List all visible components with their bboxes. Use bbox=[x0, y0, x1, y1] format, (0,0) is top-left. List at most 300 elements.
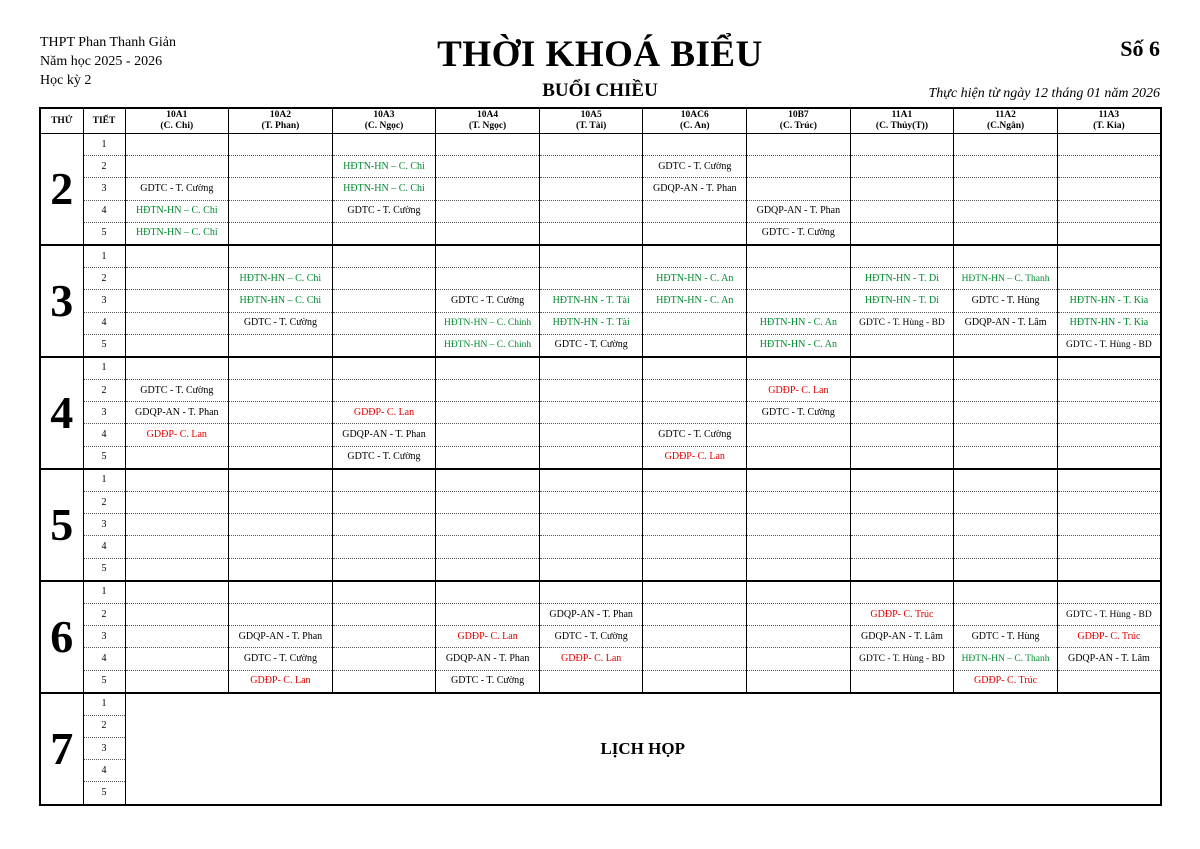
period-number: 4 bbox=[83, 424, 125, 446]
lesson-cell bbox=[125, 558, 229, 581]
lesson-cell bbox=[643, 312, 747, 334]
period-header: TIẾT bbox=[83, 108, 125, 134]
lesson-cell bbox=[539, 492, 643, 514]
lesson-cell bbox=[125, 626, 229, 648]
meeting-schedule: LỊCH HỌP bbox=[125, 693, 1161, 805]
timetable bbox=[39, 107, 1162, 806]
lesson-cell bbox=[954, 357, 1058, 380]
lesson-cell bbox=[850, 222, 954, 245]
lesson-cell bbox=[125, 648, 229, 670]
lesson-cell bbox=[747, 156, 851, 178]
lesson-cell bbox=[436, 268, 540, 290]
lesson-cell: GDTC - T. Cường bbox=[332, 446, 436, 469]
lesson-cell bbox=[436, 380, 540, 402]
lesson-cell bbox=[332, 290, 436, 312]
lesson-cell bbox=[643, 245, 747, 268]
homeroom-teacher: (C. Trúc) bbox=[779, 121, 817, 131]
lesson-cell: HĐTN-HN – C. Chi bbox=[332, 178, 436, 200]
class-header-10ac6 bbox=[643, 108, 747, 134]
lesson-cell bbox=[643, 492, 747, 514]
lesson-cell: GDTC - T. Hùng - BD bbox=[1057, 334, 1161, 357]
period-number: 2 bbox=[83, 156, 125, 178]
lesson-cell bbox=[643, 514, 747, 536]
lesson-cell bbox=[1057, 558, 1161, 581]
lesson-cell: GDQP-AN - T. Phan bbox=[436, 648, 540, 670]
lesson-cell bbox=[332, 222, 436, 245]
lesson-cell bbox=[643, 536, 747, 558]
lesson-cell bbox=[125, 312, 229, 334]
lesson-cell bbox=[747, 290, 851, 312]
lesson-cell bbox=[850, 446, 954, 469]
table-row bbox=[40, 693, 1161, 716]
lesson-cell bbox=[436, 536, 540, 558]
timetable-body bbox=[40, 134, 1161, 805]
lesson-cell bbox=[643, 558, 747, 581]
lesson-cell: HĐTN-HN – C. Thanh bbox=[954, 268, 1058, 290]
lesson-cell: GDTC - T. Cường bbox=[332, 200, 436, 222]
lesson-cell bbox=[643, 469, 747, 492]
lesson-cell bbox=[1057, 245, 1161, 268]
school-year: Năm học 2025 - 2026 bbox=[40, 54, 163, 69]
lesson-cell bbox=[747, 245, 851, 268]
lesson-cell bbox=[1057, 134, 1161, 156]
lesson-cell bbox=[747, 558, 851, 581]
lesson-cell bbox=[850, 402, 954, 424]
lesson-cell: GDĐP- C. Trúc bbox=[954, 670, 1058, 693]
lesson-cell bbox=[125, 581, 229, 604]
day-label: 3 bbox=[40, 245, 83, 357]
lesson-cell bbox=[643, 380, 747, 402]
lesson-cell: HĐTN-HN - C. An bbox=[643, 268, 747, 290]
lesson-cell bbox=[332, 581, 436, 604]
class-header-10a3 bbox=[332, 108, 436, 134]
homeroom-teacher: (C. Chi) bbox=[160, 121, 194, 131]
lesson-cell bbox=[747, 492, 851, 514]
lesson-cell bbox=[229, 558, 333, 581]
lesson-cell bbox=[643, 581, 747, 604]
lesson-cell bbox=[229, 402, 333, 424]
lesson-cell bbox=[643, 603, 747, 625]
lesson-cell bbox=[436, 200, 540, 222]
lesson-cell bbox=[436, 603, 540, 625]
lesson-cell bbox=[747, 134, 851, 156]
lesson-cell bbox=[850, 245, 954, 268]
lesson-cell bbox=[539, 156, 643, 178]
period-number: 1 bbox=[83, 469, 125, 492]
lesson-cell bbox=[436, 222, 540, 245]
lesson-cell: HĐTN-HN – C. Thanh bbox=[954, 648, 1058, 670]
lesson-cell bbox=[229, 603, 333, 625]
lesson-cell bbox=[436, 245, 540, 268]
lesson-cell bbox=[332, 648, 436, 670]
lesson-cell: GDTC - T. Cường bbox=[436, 670, 540, 693]
lesson-cell bbox=[539, 380, 643, 402]
lesson-cell bbox=[125, 357, 229, 380]
lesson-cell bbox=[436, 492, 540, 514]
lesson-cell bbox=[954, 603, 1058, 625]
table-row bbox=[40, 245, 1161, 268]
page-title: THỜI KHOÁ BIỂU bbox=[437, 34, 763, 75]
lesson-cell bbox=[229, 222, 333, 245]
lesson-cell bbox=[332, 134, 436, 156]
lesson-cell bbox=[747, 670, 851, 693]
table-row bbox=[40, 424, 1161, 446]
period-number: 3 bbox=[83, 178, 125, 200]
lesson-cell bbox=[747, 536, 851, 558]
lesson-cell bbox=[125, 492, 229, 514]
table-row bbox=[40, 134, 1161, 156]
lesson-cell bbox=[1057, 178, 1161, 200]
lesson-cell: GDTC - T. Cường bbox=[539, 334, 643, 357]
lesson-cell bbox=[332, 626, 436, 648]
lesson-cell bbox=[954, 178, 1058, 200]
homeroom-teacher: (T. Kia) bbox=[1093, 121, 1125, 131]
lesson-cell bbox=[229, 536, 333, 558]
table-row bbox=[40, 380, 1161, 402]
lesson-cell: HĐTN-HN – C. Chinh bbox=[436, 334, 540, 357]
lesson-cell: GDQP-AN - T. Phan bbox=[539, 603, 643, 625]
lesson-cell bbox=[954, 200, 1058, 222]
lesson-cell: GDTC - T. Cường bbox=[747, 222, 851, 245]
lesson-cell: GDQP-AN - T. Phan bbox=[643, 178, 747, 200]
lesson-cell bbox=[747, 178, 851, 200]
lesson-cell bbox=[436, 446, 540, 469]
homeroom-teacher: (C. An) bbox=[679, 121, 710, 131]
period-number: 1 bbox=[83, 245, 125, 268]
homeroom-teacher: (C.Ngân) bbox=[986, 121, 1025, 131]
lesson-cell bbox=[229, 334, 333, 357]
lesson-cell bbox=[436, 581, 540, 604]
homeroom-teacher: (C. Ngọc) bbox=[364, 121, 404, 131]
lesson-cell bbox=[332, 334, 436, 357]
lesson-cell bbox=[539, 670, 643, 693]
period-number: 5 bbox=[83, 334, 125, 357]
lesson-cell bbox=[436, 514, 540, 536]
lesson-cell bbox=[436, 134, 540, 156]
lesson-cell: HĐTN-HN – C. Chinh bbox=[436, 312, 540, 334]
class-name: 11A1 bbox=[891, 110, 913, 120]
lesson-cell bbox=[332, 536, 436, 558]
day-label: 6 bbox=[40, 581, 83, 693]
lesson-cell: GDĐP- C. Trúc bbox=[1057, 626, 1161, 648]
class-name: 11A2 bbox=[995, 110, 1016, 120]
table-row bbox=[40, 536, 1161, 558]
lesson-cell bbox=[954, 402, 1058, 424]
lesson-cell: GDĐP- C. Lan bbox=[643, 446, 747, 469]
period-number: 4 bbox=[83, 536, 125, 558]
lesson-cell bbox=[539, 446, 643, 469]
lesson-cell: GDQP-AN - T. Lâm bbox=[850, 626, 954, 648]
lesson-cell: GDTC - T. Cường bbox=[539, 626, 643, 648]
lesson-cell bbox=[954, 222, 1058, 245]
period-number: 2 bbox=[83, 603, 125, 625]
table-row bbox=[40, 334, 1161, 357]
lesson-cell bbox=[954, 134, 1058, 156]
lesson-cell bbox=[850, 469, 954, 492]
period-number: 4 bbox=[83, 648, 125, 670]
lesson-cell bbox=[332, 268, 436, 290]
lesson-cell bbox=[332, 245, 436, 268]
lesson-cell bbox=[1057, 514, 1161, 536]
day-label: 4 bbox=[40, 357, 83, 469]
lesson-cell: GDĐP- C. Lan bbox=[229, 670, 333, 693]
lesson-cell bbox=[747, 514, 851, 536]
period-number: 4 bbox=[83, 760, 125, 782]
lesson-cell: GDTC - T. Cường bbox=[747, 402, 851, 424]
table-row bbox=[40, 268, 1161, 290]
table-row bbox=[40, 581, 1161, 604]
day-label: 7 bbox=[40, 693, 83, 805]
lesson-cell bbox=[125, 268, 229, 290]
lesson-cell bbox=[539, 178, 643, 200]
lesson-cell bbox=[850, 492, 954, 514]
period-number: 4 bbox=[83, 200, 125, 222]
lesson-cell bbox=[436, 156, 540, 178]
lesson-cell bbox=[1057, 268, 1161, 290]
lesson-cell: GDĐP- C. Lan bbox=[125, 424, 229, 446]
lesson-cell: GDTC - T. Cường bbox=[125, 178, 229, 200]
lesson-cell bbox=[643, 670, 747, 693]
lesson-cell bbox=[539, 268, 643, 290]
lesson-cell: GDTC - T. Hùng - BD bbox=[850, 648, 954, 670]
effective-date: Thực hiện từ ngày 12 tháng 01 năm 2026 bbox=[928, 86, 1160, 101]
header-row bbox=[40, 108, 1161, 134]
class-header-11a1 bbox=[850, 108, 954, 134]
lesson-cell bbox=[539, 558, 643, 581]
class-header-11a2 bbox=[954, 108, 1058, 134]
lesson-cell bbox=[850, 156, 954, 178]
semester: Học kỳ 2 bbox=[40, 73, 92, 88]
lesson-cell bbox=[436, 178, 540, 200]
lesson-cell: GDĐP- C. Lan bbox=[747, 380, 851, 402]
lesson-cell bbox=[954, 469, 1058, 492]
lesson-cell bbox=[1057, 446, 1161, 469]
lesson-cell bbox=[1057, 581, 1161, 604]
lesson-cell bbox=[1057, 469, 1161, 492]
lesson-cell bbox=[643, 648, 747, 670]
lesson-cell bbox=[850, 581, 954, 604]
table-row bbox=[40, 178, 1161, 200]
lesson-cell bbox=[747, 446, 851, 469]
day-header: THỨ bbox=[40, 108, 83, 134]
lesson-cell bbox=[747, 469, 851, 492]
lesson-cell bbox=[643, 334, 747, 357]
class-header-10b7 bbox=[747, 108, 851, 134]
lesson-cell bbox=[125, 446, 229, 469]
day-label: 2 bbox=[40, 134, 83, 245]
table-row bbox=[40, 469, 1161, 492]
lesson-cell: HĐTN-HN - C. An bbox=[747, 334, 851, 357]
lesson-cell bbox=[850, 380, 954, 402]
lesson-cell bbox=[229, 357, 333, 380]
lesson-cell: HĐTN-HN – C. Chi bbox=[125, 200, 229, 222]
lesson-cell bbox=[125, 245, 229, 268]
lesson-cell bbox=[539, 357, 643, 380]
lesson-cell bbox=[954, 156, 1058, 178]
lesson-cell: HĐTN-HN - T. Di bbox=[850, 268, 954, 290]
lesson-cell bbox=[1057, 200, 1161, 222]
lesson-cell bbox=[332, 514, 436, 536]
lesson-cell bbox=[539, 536, 643, 558]
lesson-cell: GDQP-AN - T. Lâm bbox=[1057, 648, 1161, 670]
lesson-cell bbox=[436, 424, 540, 446]
lesson-cell: GDĐP- C. Trúc bbox=[850, 603, 954, 625]
lesson-cell bbox=[332, 558, 436, 581]
lesson-cell bbox=[229, 134, 333, 156]
lesson-cell bbox=[229, 514, 333, 536]
lesson-cell: HĐTN-HN – C. Chi bbox=[229, 268, 333, 290]
lesson-cell: GDTC - T. Cường bbox=[125, 380, 229, 402]
lesson-cell bbox=[332, 380, 436, 402]
lesson-cell bbox=[539, 245, 643, 268]
table-row bbox=[40, 603, 1161, 625]
lesson-cell bbox=[539, 424, 643, 446]
lesson-cell bbox=[125, 134, 229, 156]
period-number: 3 bbox=[83, 290, 125, 312]
lesson-cell bbox=[747, 648, 851, 670]
period-number: 3 bbox=[83, 626, 125, 648]
period-number: 2 bbox=[83, 492, 125, 514]
lesson-cell: GDTC - T. Hùng bbox=[954, 626, 1058, 648]
school-info bbox=[40, 33, 176, 90]
lesson-cell bbox=[125, 334, 229, 357]
period-number: 4 bbox=[83, 312, 125, 334]
school-name: THPT Phan Thanh Giản bbox=[40, 35, 176, 50]
class-header-10a4 bbox=[436, 108, 540, 134]
lesson-cell bbox=[643, 200, 747, 222]
lesson-cell bbox=[954, 581, 1058, 604]
session-subtitle: BUỔI CHIỀU bbox=[542, 80, 658, 101]
period-number: 2 bbox=[83, 715, 125, 737]
table-row bbox=[40, 558, 1161, 581]
lesson-cell: GDQP-AN - T. Phan bbox=[332, 424, 436, 446]
lesson-cell: HĐTN-HN – C. Chi bbox=[332, 156, 436, 178]
lesson-cell bbox=[125, 469, 229, 492]
table-row bbox=[40, 402, 1161, 424]
lesson-cell bbox=[539, 402, 643, 424]
lesson-cell bbox=[1057, 492, 1161, 514]
lesson-cell bbox=[229, 200, 333, 222]
lesson-cell bbox=[850, 178, 954, 200]
lesson-cell bbox=[954, 424, 1058, 446]
period-number: 2 bbox=[83, 380, 125, 402]
lesson-cell bbox=[539, 514, 643, 536]
period-number: 1 bbox=[83, 134, 125, 156]
lesson-cell bbox=[229, 581, 333, 604]
period-number: 1 bbox=[83, 581, 125, 604]
period-number: 3 bbox=[83, 402, 125, 424]
class-name: 11A3 bbox=[1098, 110, 1120, 120]
lesson-cell bbox=[850, 558, 954, 581]
lesson-cell bbox=[747, 581, 851, 604]
lesson-cell bbox=[850, 424, 954, 446]
lesson-cell: GDQP-AN - T. Lâm bbox=[954, 312, 1058, 334]
table-row bbox=[40, 222, 1161, 245]
table-row bbox=[40, 626, 1161, 648]
lesson-cell bbox=[954, 492, 1058, 514]
lesson-cell bbox=[1057, 222, 1161, 245]
lesson-cell: HĐTN-HN - C. An bbox=[747, 312, 851, 334]
lesson-cell bbox=[125, 290, 229, 312]
period-number: 2 bbox=[83, 268, 125, 290]
lesson-cell bbox=[436, 402, 540, 424]
lesson-cell bbox=[850, 357, 954, 380]
period-number: 1 bbox=[83, 693, 125, 716]
homeroom-teacher: (T. Tài) bbox=[576, 121, 607, 131]
period-number: 5 bbox=[83, 222, 125, 245]
lesson-cell bbox=[1057, 357, 1161, 380]
lesson-cell bbox=[954, 514, 1058, 536]
lesson-cell: GDĐP- C. Lan bbox=[539, 648, 643, 670]
lesson-cell bbox=[125, 603, 229, 625]
document-number: Số 6 bbox=[1120, 36, 1160, 61]
lesson-cell: GDQP-AN - T. Phan bbox=[229, 626, 333, 648]
table-row bbox=[40, 357, 1161, 380]
lesson-cell bbox=[125, 670, 229, 693]
lesson-cell: HĐTN-HN - T. Tài bbox=[539, 312, 643, 334]
lesson-cell bbox=[229, 424, 333, 446]
period-number: 3 bbox=[83, 738, 125, 760]
period-number: 5 bbox=[83, 782, 125, 805]
lesson-cell: GDTC - T. Hùng bbox=[954, 290, 1058, 312]
lesson-cell bbox=[747, 357, 851, 380]
table-row bbox=[40, 156, 1161, 178]
lesson-cell bbox=[954, 380, 1058, 402]
lesson-cell: GDTC - T. Hùng - BD bbox=[850, 312, 954, 334]
lesson-cell bbox=[850, 514, 954, 536]
lesson-cell bbox=[125, 514, 229, 536]
lesson-cell bbox=[850, 536, 954, 558]
lesson-cell bbox=[747, 626, 851, 648]
lesson-cell bbox=[747, 603, 851, 625]
lesson-cell: GDTC - T. Hùng - BD bbox=[1057, 603, 1161, 625]
lesson-cell bbox=[643, 626, 747, 648]
lesson-cell bbox=[539, 200, 643, 222]
lesson-cell bbox=[332, 312, 436, 334]
lesson-cell bbox=[1057, 380, 1161, 402]
lesson-cell bbox=[539, 222, 643, 245]
period-number: 5 bbox=[83, 558, 125, 581]
lesson-cell bbox=[332, 603, 436, 625]
lesson-cell bbox=[643, 357, 747, 380]
homeroom-teacher: (C. Thủy(T)) bbox=[875, 121, 928, 131]
homeroom-teacher: (T. Ngọc) bbox=[468, 121, 507, 131]
lesson-cell bbox=[954, 245, 1058, 268]
table-row bbox=[40, 670, 1161, 693]
lesson-cell bbox=[539, 134, 643, 156]
lesson-cell bbox=[125, 156, 229, 178]
class-name: 10B7 bbox=[788, 110, 809, 120]
class-name: 10A1 bbox=[166, 110, 188, 120]
class-header-11a3 bbox=[1057, 108, 1161, 134]
lesson-cell bbox=[643, 402, 747, 424]
lesson-cell bbox=[229, 492, 333, 514]
class-name: 10AC6 bbox=[680, 110, 709, 120]
lesson-cell bbox=[1057, 402, 1161, 424]
lesson-cell bbox=[643, 134, 747, 156]
lesson-cell: GDQP-AN - T. Phan bbox=[125, 402, 229, 424]
lesson-cell bbox=[332, 357, 436, 380]
lesson-cell bbox=[747, 424, 851, 446]
lesson-cell bbox=[954, 334, 1058, 357]
lesson-cell: GDTC - T. Cường bbox=[229, 312, 333, 334]
lesson-cell bbox=[850, 200, 954, 222]
period-number: 3 bbox=[83, 514, 125, 536]
table-row bbox=[40, 492, 1161, 514]
lesson-cell: HĐTN-HN - T. Kia bbox=[1057, 290, 1161, 312]
table-row bbox=[40, 514, 1161, 536]
lesson-cell bbox=[1057, 156, 1161, 178]
